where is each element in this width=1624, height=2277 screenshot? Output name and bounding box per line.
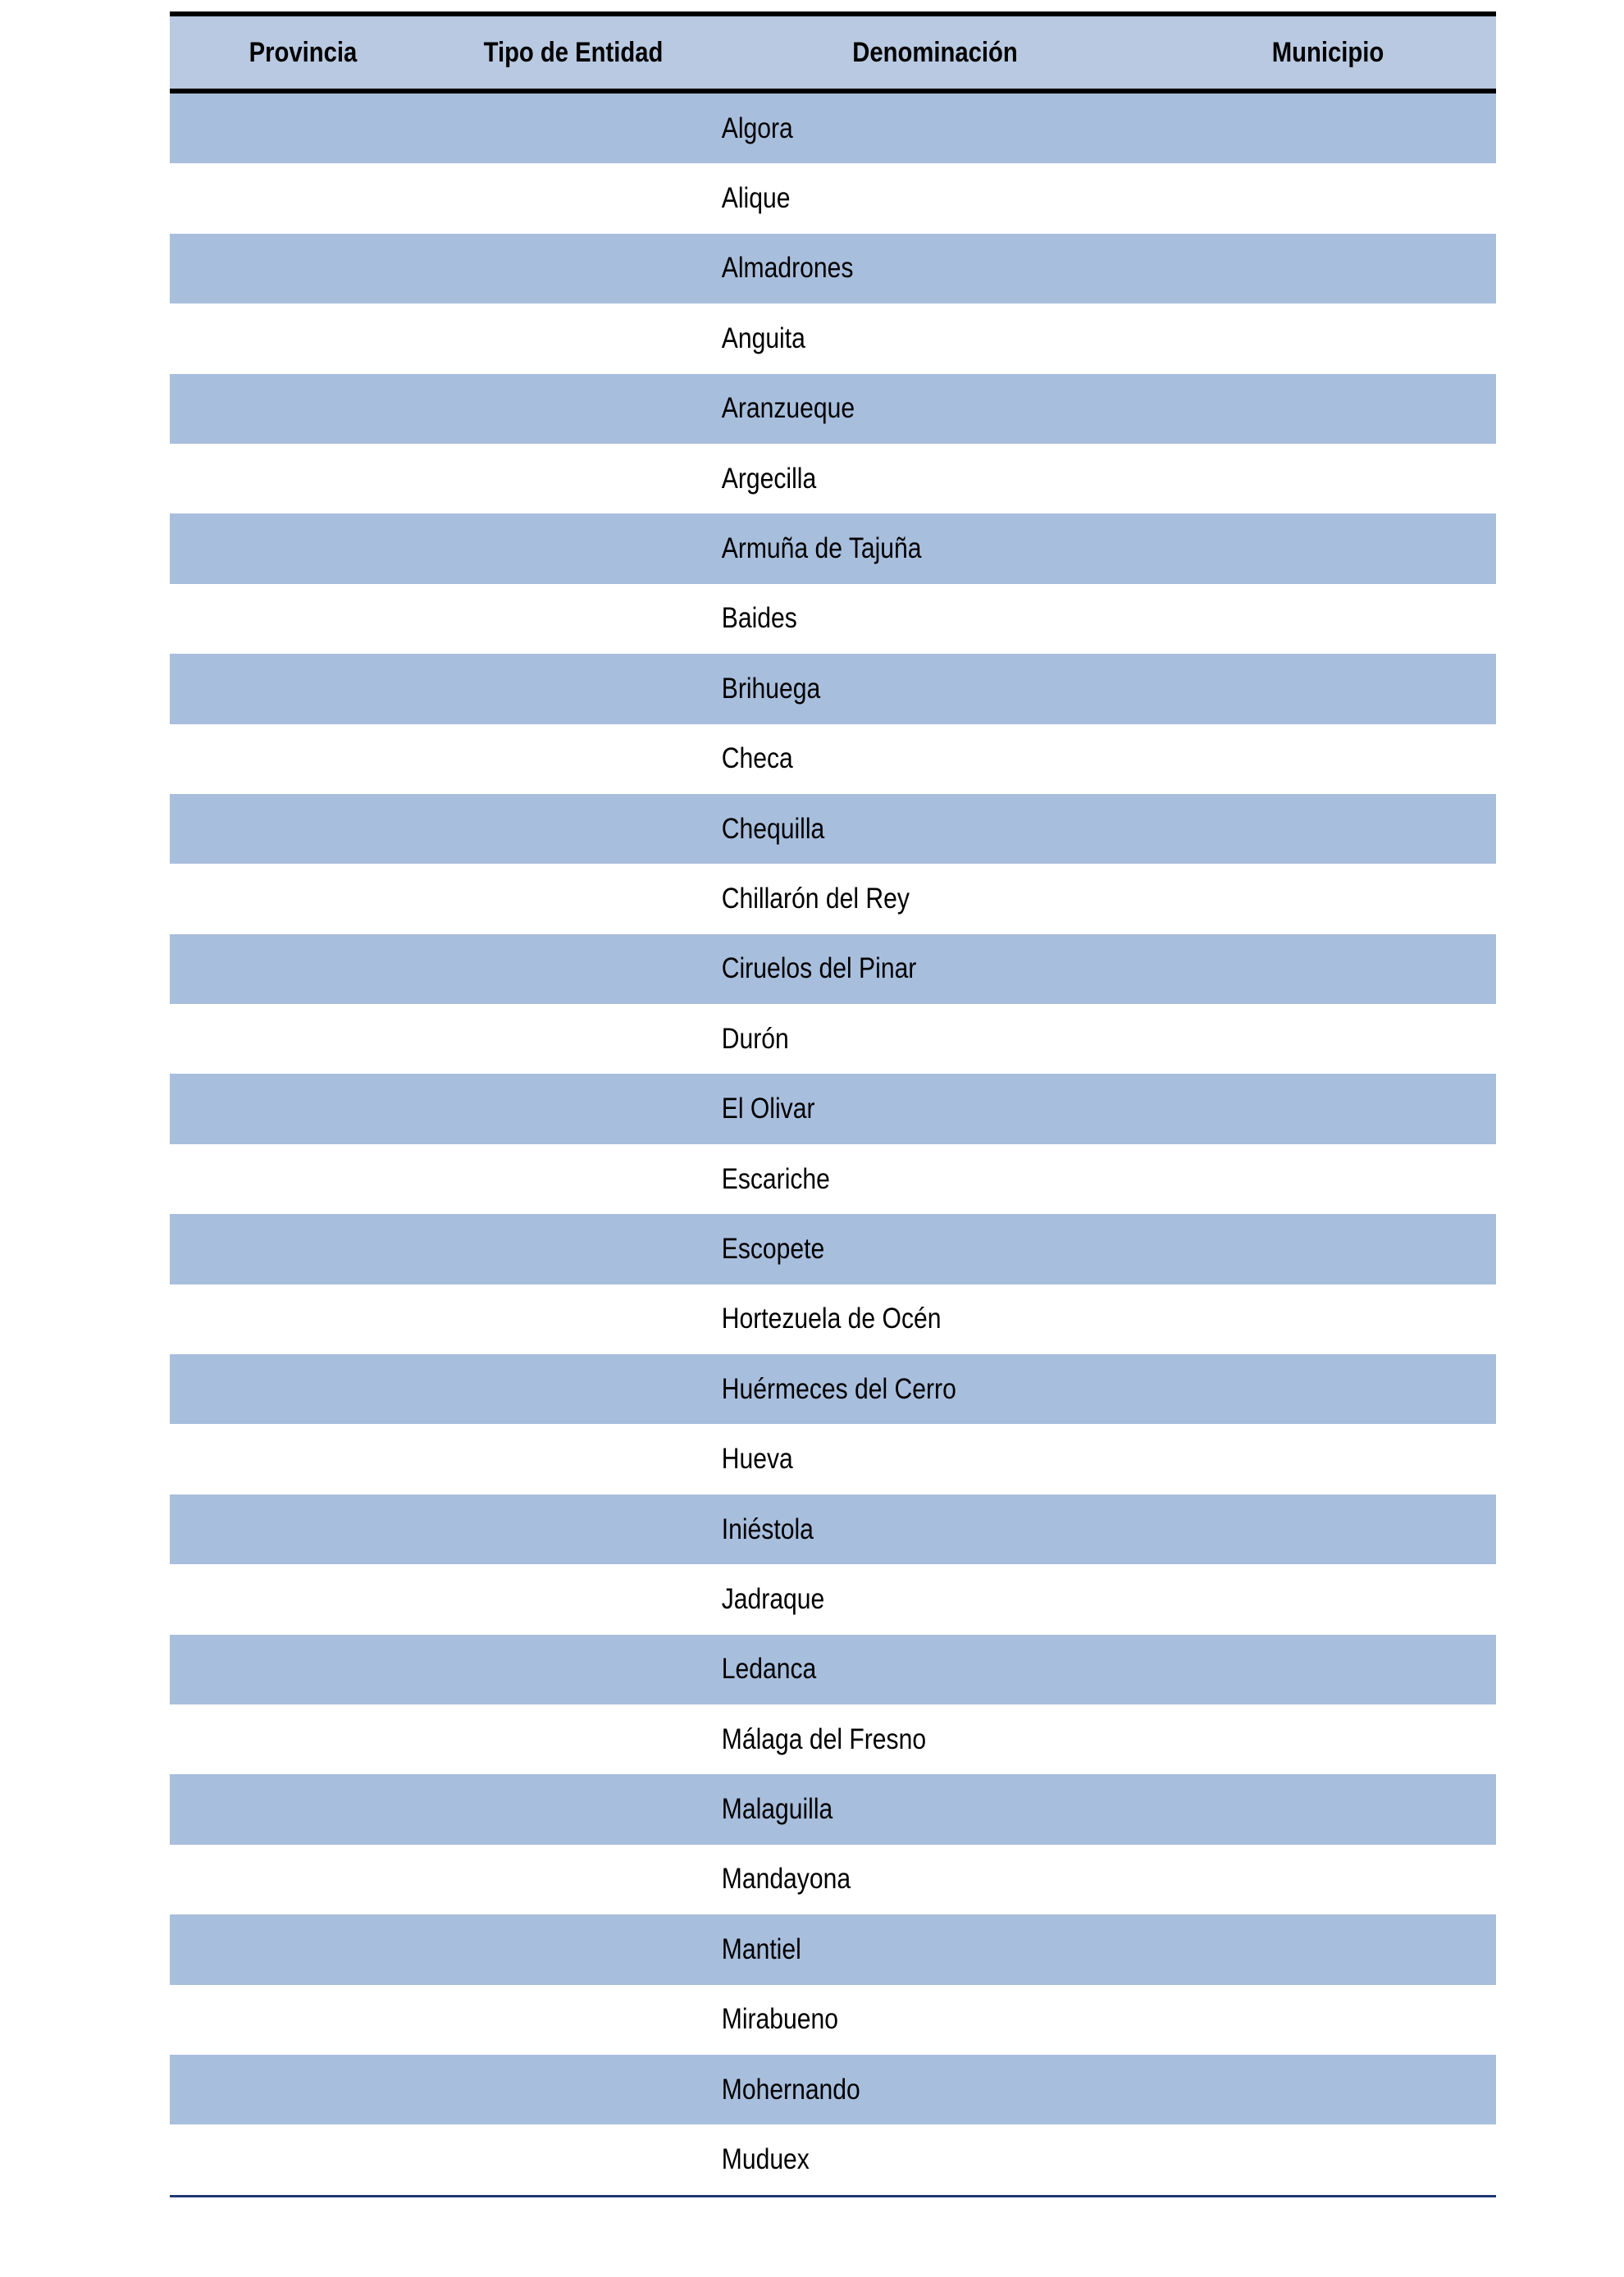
table-row: [170, 1914, 1496, 1984]
cell-denominacion: Brihuega: [721, 672, 821, 705]
entity-table: [170, 11, 1496, 2197]
cell-denominacion: Mirabueno: [721, 2003, 838, 2036]
table-row: [170, 1845, 1496, 1914]
cell-denominacion: Alique: [721, 182, 791, 215]
table-row: [170, 654, 1496, 723]
cell-denominacion: Chillarón del Rey: [721, 882, 910, 915]
cell-denominacion: Muduex: [721, 2143, 810, 2176]
table-row: [170, 1004, 1496, 1074]
header-provincia: Provincia: [249, 36, 358, 68]
table-row: [170, 1424, 1496, 1494]
cell-denominacion: Mohernando: [721, 2073, 860, 2106]
header-tipo-de-entidad: Tipo de Entidad: [483, 36, 664, 68]
table-row: [170, 374, 1496, 444]
cell-denominacion: Hueva: [721, 1443, 793, 1476]
table-row: [170, 724, 1496, 794]
table-row: [170, 2055, 1496, 2124]
table-row: [170, 1285, 1496, 1354]
table-row: [170, 1144, 1496, 1214]
cell-denominacion: Armuña de Tajuña: [721, 532, 922, 565]
cell-denominacion: Mandayona: [721, 1863, 851, 1896]
cell-denominacion: Ledanca: [721, 1653, 817, 1686]
cell-denominacion: Checa: [721, 742, 793, 775]
cell-denominacion: Jadraque: [721, 1582, 825, 1615]
table-row: [170, 1635, 1496, 1704]
cell-denominacion: Iniéstola: [721, 1513, 814, 1545]
cell-denominacion: Hortezuela de Océn: [721, 1303, 942, 1335]
table-bottom-rule: [170, 2195, 1496, 2197]
table-row: [170, 1564, 1496, 1634]
table-row: [170, 513, 1496, 583]
cell-denominacion: Aranzueque: [721, 392, 855, 425]
cell-denominacion: Durón: [721, 1022, 789, 1055]
cell-denominacion: Chequilla: [721, 812, 825, 845]
cell-denominacion: Málaga del Fresno: [721, 1723, 927, 1755]
cell-denominacion: El Olivar: [721, 1093, 815, 1125]
table-row: [170, 1985, 1496, 2055]
table-row: [170, 1494, 1496, 1564]
cell-denominacion: Baides: [721, 602, 797, 635]
table-row: [170, 94, 1496, 163]
cell-denominacion: Algora: [721, 112, 793, 144]
cell-denominacion: Ciruelos del Pinar: [721, 952, 917, 985]
cell-denominacion: Anguita: [721, 322, 805, 354]
table-row: [170, 303, 1496, 373]
table-row: [170, 444, 1496, 513]
table-row: [170, 1704, 1496, 1774]
header-municipio: Municipio: [1271, 36, 1385, 68]
table-row: [170, 163, 1496, 233]
cell-denominacion: Malaguilla: [721, 1793, 833, 1826]
table-row: [170, 1774, 1496, 1844]
cell-denominacion: Huérmeces del Cerro: [721, 1372, 956, 1405]
table-header-row: [170, 16, 1496, 89]
table-row: [170, 864, 1496, 933]
table-row: [170, 794, 1496, 864]
table-body: [170, 94, 1496, 2195]
table-row: [170, 584, 1496, 654]
table-row: [170, 2124, 1496, 2194]
cell-denominacion: Escopete: [721, 1232, 825, 1265]
table-row: [170, 234, 1496, 303]
cell-denominacion: Mantiel: [721, 1932, 801, 1965]
cell-denominacion: Argecilla: [721, 462, 817, 495]
table-row: [170, 1354, 1496, 1424]
table-row: [170, 1214, 1496, 1284]
header-denominacion: Denominación: [852, 36, 1018, 68]
cell-denominacion: Almadrones: [721, 252, 854, 285]
table-row: [170, 934, 1496, 1004]
cell-denominacion: Escariche: [721, 1162, 830, 1195]
table-row: [170, 1074, 1496, 1143]
